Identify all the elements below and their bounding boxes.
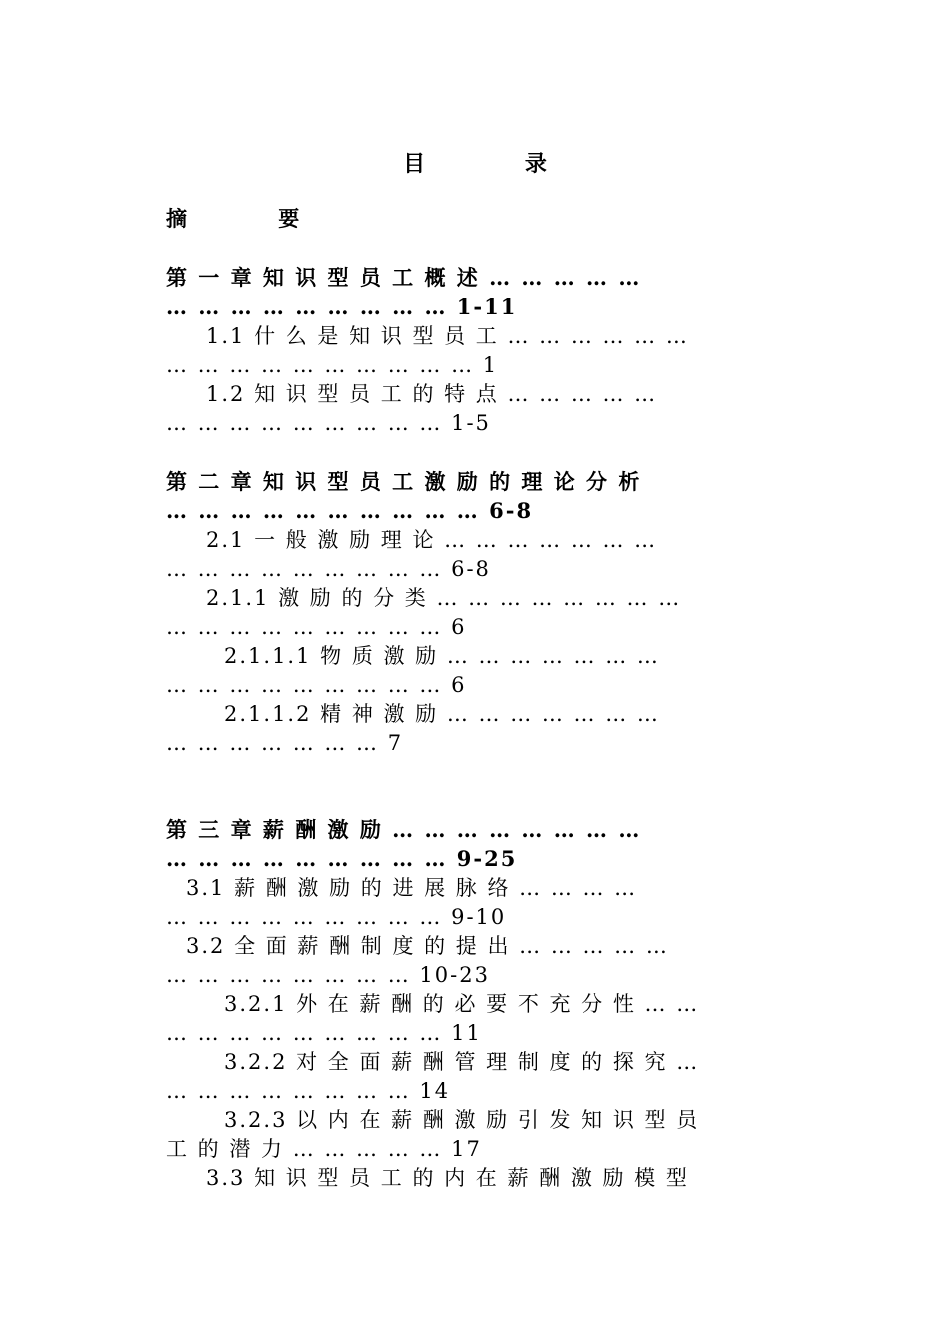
toc-line: 2.1 一 般 激 励 理 论 … … … … … … …: [206, 528, 658, 552]
toc-line: … … … … … … … … … … 1: [166, 353, 499, 377]
toc-line: … … … … … … … … … … 6-8: [166, 498, 534, 523]
toc-line: … … … … … … … … 14: [166, 1079, 451, 1103]
toc-line: 第 一 章 知 识 型 员 工 概 述 … … … … …: [166, 265, 642, 290]
toc-line: 2.1.1.1 物 质 激 励 … … … … … … …: [224, 644, 660, 668]
toc-line: … … … … … … … 7: [166, 731, 404, 755]
toc-line: 2.1.1.2 精 神 激 励 … … … … … … …: [224, 702, 660, 726]
abstract-heading: 摘 要: [166, 206, 342, 231]
toc-line: … … … … … … … … … 11: [166, 1021, 482, 1045]
toc-title: 目 录: [403, 151, 593, 177]
toc-line: 第 三 章 薪 酬 激 励 … … … … … … … …: [166, 817, 642, 842]
toc-line: 3.2 全 面 薪 酬 制 度 的 提 出 … … … … …: [186, 934, 669, 958]
toc-line: 3.2.1 外 在 薪 酬 的 必 要 不 充 分 性 … …: [224, 992, 700, 1016]
toc-line: 2.1.1 激 励 的 分 类 … … … … … … … …: [206, 586, 682, 610]
toc-line: 1.1 什 么 是 知 识 型 员 工 … … … … … …: [206, 324, 689, 348]
toc-line: 1.2 知 识 型 员 工 的 特 点 … … … … …: [206, 382, 658, 406]
toc-line: … … … … … … … … … 1-5: [166, 411, 491, 435]
toc-line: 3.3 知 识 型 员 工 的 内 在 薪 酬 激 励 模 型: [206, 1166, 689, 1190]
toc-line: … … … … … … … … … 9-25: [166, 846, 518, 871]
toc-line: … … … … … … … … … 6: [166, 673, 467, 697]
toc-line: 3.1 薪 酬 激 励 的 进 展 脉 络 … … … …: [186, 876, 638, 900]
toc-line: … … … … … … … … … 1-11: [166, 294, 518, 319]
toc-line: … … … … … … … … … 6-8: [166, 557, 491, 581]
toc-line: 第 二 章 知 识 型 员 工 激 励 的 理 论 分 析: [166, 469, 642, 494]
toc-line: … … … … … … … … … 6: [166, 615, 467, 639]
toc-line: 3.2.3 以 内 在 薪 酬 激 励 引 发 知 识 型 员: [224, 1108, 700, 1132]
toc-line: … … … … … … … … 10-23: [166, 963, 490, 987]
toc-line: 3.2.2 对 全 面 薪 酬 管 理 制 度 的 探 究 …: [224, 1050, 700, 1074]
toc-line: … … … … … … … … … 9-10: [166, 905, 507, 929]
toc-line: 工 的 潜 力 … … … … … 17: [166, 1137, 482, 1161]
